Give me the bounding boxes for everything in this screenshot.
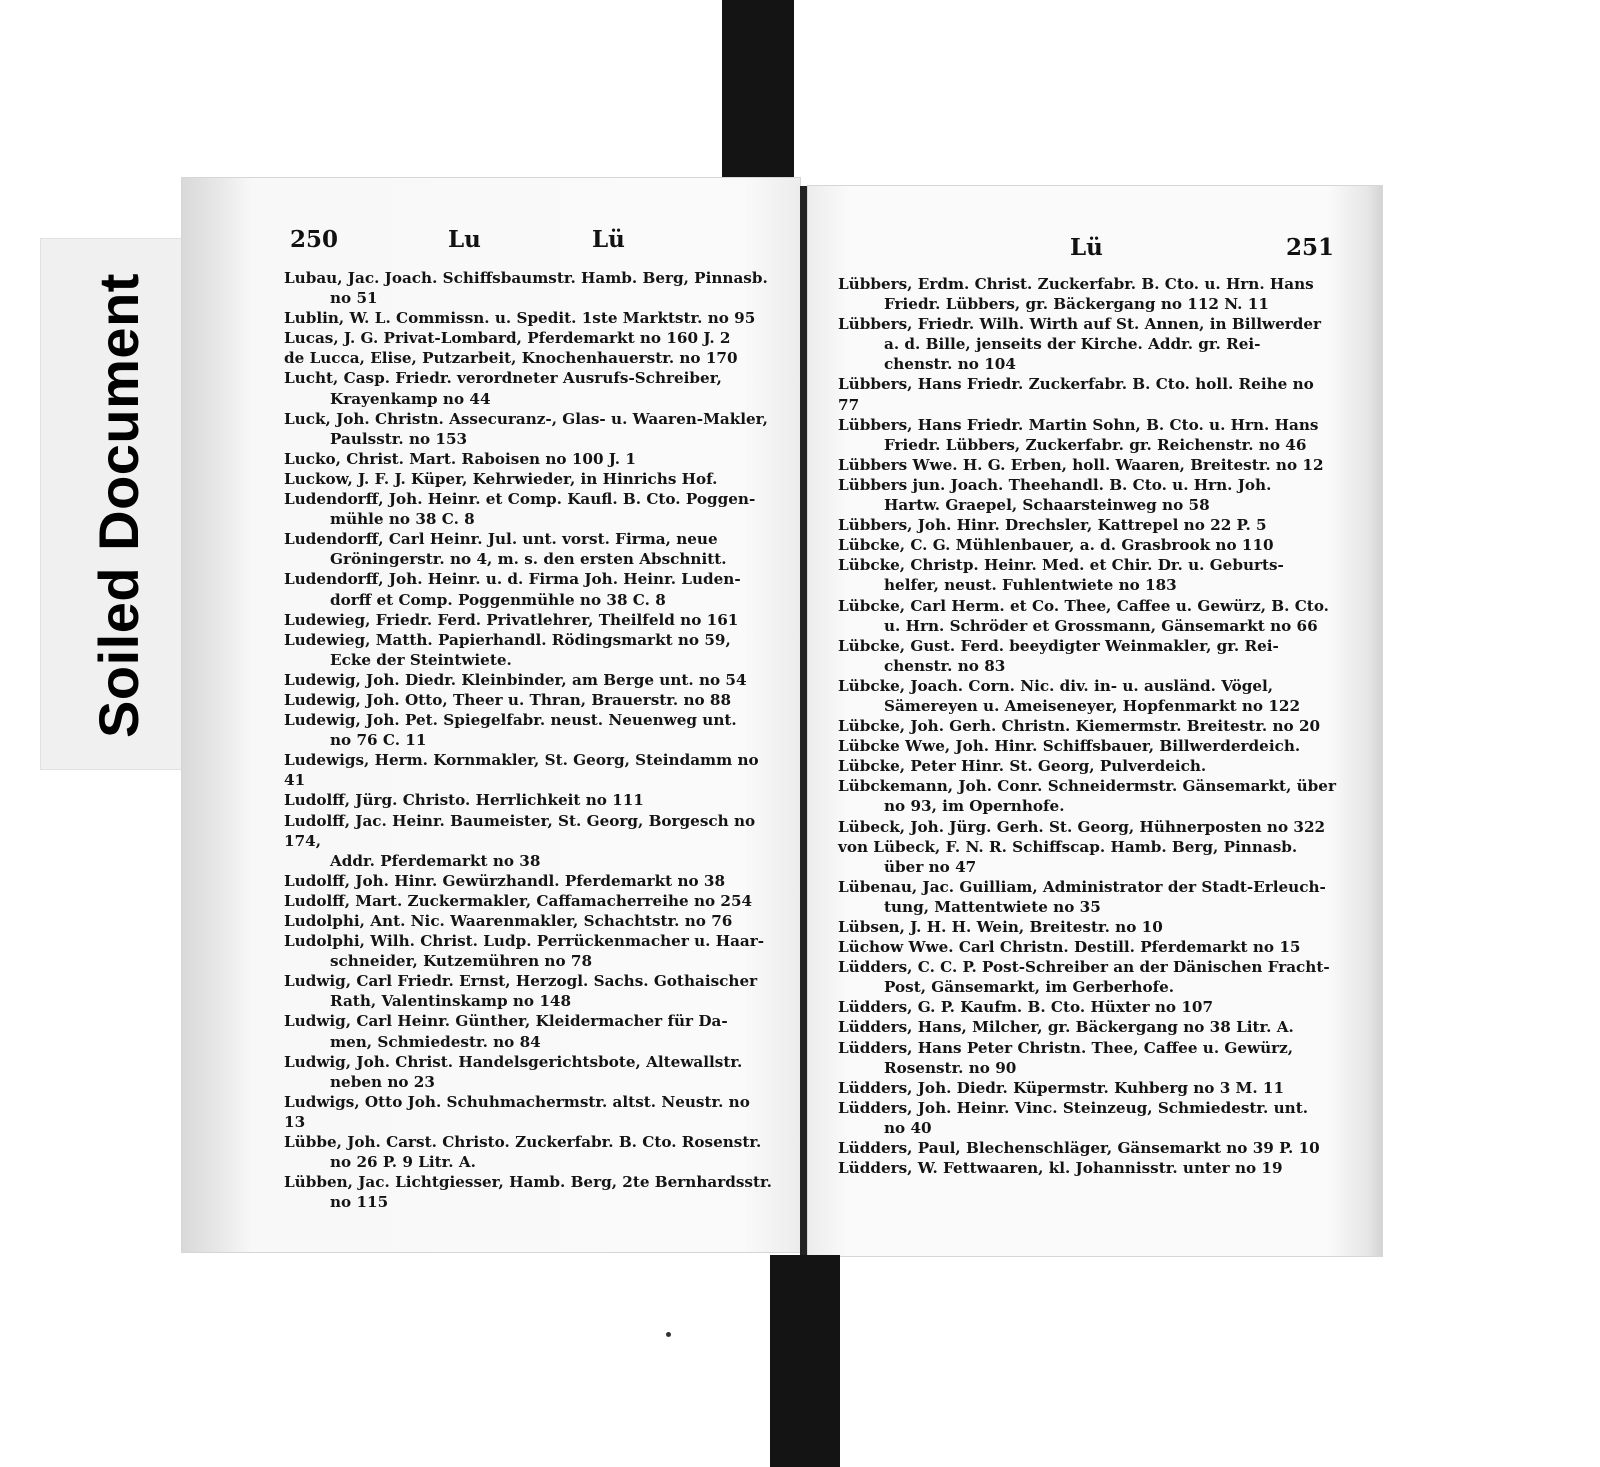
directory-entry bbox=[838, 736, 1338, 756]
entry-continuation: u. Hrn. Schröder et Grossmann, Gänsemarkt no 66 bbox=[884, 616, 1318, 635]
directory-entry bbox=[284, 710, 776, 750]
entry-line: Lüdders, C. C. P. Post-Schreiber an der Dänischen Fracht- bbox=[838, 958, 1330, 977]
directory-entry bbox=[284, 368, 776, 408]
entry-line: Lübbers, Hans Friedr. Martin Sohn, B. Cto. u. Hrn. Hans bbox=[838, 415, 1319, 434]
entry-line: Ludewig, Joh. Diedr. Kleinbinder, am Berge unt. no 54 bbox=[284, 670, 747, 689]
directory-entry bbox=[284, 1052, 776, 1092]
entry-continuation: no 51 bbox=[330, 289, 378, 308]
entry-continuation: chenstr. no 104 bbox=[884, 355, 1016, 374]
directory-entry bbox=[284, 750, 776, 790]
directory-entry bbox=[838, 1138, 1338, 1158]
directory-entry bbox=[284, 409, 776, 449]
directory-entry bbox=[838, 776, 1338, 816]
entry-continuation: Post, Gänsemarkt, im Gerberhofe. bbox=[884, 978, 1175, 997]
entry-line: de Lucca, Elise, Putzarbeit, Knochenhauerstr. no 170 bbox=[284, 349, 738, 368]
left-page-heading-2: Lü bbox=[592, 226, 625, 253]
entry-line: Ludwig, Carl Friedr. Ernst, Herzogl. Sachs. Gothaischer bbox=[284, 972, 758, 991]
directory-entry bbox=[838, 274, 1338, 314]
entry-line: Lüdders, W. Fettwaaren, kl. Johannisstr. unter no 19 bbox=[838, 1159, 1283, 1178]
entry-line: Lüdders, G. P. Kaufm. B. Cto. Hüxter no 107 bbox=[838, 998, 1214, 1017]
entry-line: Lübbers, Joh. Hinr. Drechsler, Kattrepel no 22 P. 5 bbox=[838, 516, 1267, 535]
entry-line: Lübcke, Joach. Corn. Nic. div. in- u. ausländ. Vögel, bbox=[838, 676, 1274, 695]
entry-continuation: dorff et Comp. Poggenmühle no 38 C. 8 bbox=[330, 590, 666, 609]
entry-continuation: Rath, Valentinskamp no 148 bbox=[330, 992, 572, 1011]
right-page-entries bbox=[838, 274, 1338, 1178]
directory-entry bbox=[838, 716, 1338, 736]
entry-continuation: chenstr. no 83 bbox=[884, 656, 1006, 675]
entry-line: Lübben, Jac. Lichtgiesser, Hamb. Berg, 2te Bernhardsstr. bbox=[284, 1173, 772, 1192]
directory-entry bbox=[284, 449, 776, 469]
directory-entry bbox=[838, 1038, 1338, 1078]
directory-entry bbox=[838, 877, 1338, 917]
directory-entry bbox=[838, 636, 1338, 676]
entry-continuation: Ecke der Steintwiete. bbox=[330, 650, 512, 669]
entry-line: Ludwigs, Otto Joh. Schuhmachermstr. altst. Neustr. no 13 bbox=[284, 1092, 750, 1131]
entry-line: Lübbers jun. Joach. Theehandl. B. Cto. u. Hrn. Joh. bbox=[838, 475, 1272, 494]
entry-line: Lübsen, J. H. H. Wein, Breitestr. no 10 bbox=[838, 918, 1163, 936]
entry-continuation: tung, Mattentwiete no 35 bbox=[884, 897, 1101, 916]
entry-line: Lübbers, Hans Friedr. Zuckerfabr. B. Cto. holl. Reihe no 77 bbox=[838, 375, 1314, 414]
entry-line: Lübcke, Christp. Heinr. Med. et Chir. Dr. u. Geburts- bbox=[838, 556, 1284, 575]
directory-entry bbox=[838, 1098, 1338, 1138]
entry-line: Lüdders, Joh. Diedr. Küpermstr. Kuhberg no 3 M. 11 bbox=[838, 1078, 1285, 1097]
directory-entry bbox=[838, 415, 1338, 455]
directory-entry bbox=[838, 817, 1338, 837]
directory-entry bbox=[284, 690, 776, 710]
directory-entry bbox=[838, 555, 1338, 595]
directory-entry bbox=[284, 790, 776, 810]
directory-entry bbox=[284, 670, 776, 690]
entry-line: Lübcke, C. G. Mühlenbauer, a. d. Grasbrook no 110 bbox=[838, 536, 1274, 555]
entry-line: Ludewigs, Herm. Kornmakler, St. Georg, Steindamm no 41 bbox=[284, 751, 759, 790]
directory-entry bbox=[838, 455, 1338, 475]
directory-entry bbox=[838, 917, 1338, 937]
entry-line: Lüdders, Hans Peter Christn. Thee, Caffee u. Gewürz, bbox=[838, 1038, 1294, 1057]
entry-line: Ludewig, Joh. Otto, Theer u. Thran, Brauerstr. no 88 bbox=[284, 690, 732, 709]
directory-entry bbox=[284, 871, 776, 891]
entry-continuation: Sämereyen u. Ameiseneyer, Hopfenmarkt no 122 bbox=[884, 696, 1301, 715]
binding-strip-bottom bbox=[770, 1255, 840, 1467]
directory-entry bbox=[838, 957, 1338, 997]
right-page-number: 251 bbox=[1286, 234, 1335, 261]
directory-entry bbox=[838, 676, 1338, 716]
soiled-document-text: Soiled Document bbox=[86, 272, 150, 738]
entry-continuation: no 76 C. 11 bbox=[330, 731, 427, 750]
entry-continuation: Paulsstr. no 153 bbox=[330, 429, 468, 448]
entry-line: Ludolff, Mart. Zuckermakler, Caffamacherreihe no 254 bbox=[284, 891, 753, 910]
soiled-document-label bbox=[88, 250, 148, 760]
entry-line: Lüchow Wwe. Carl Christn. Destill. Pferdemarkt no 15 bbox=[838, 938, 1301, 957]
directory-entry bbox=[284, 469, 776, 489]
entry-continuation: Gröningerstr. no 4, m. s. den ersten Abschnitt. bbox=[330, 550, 727, 569]
directory-entry bbox=[284, 630, 776, 670]
left-page bbox=[182, 178, 800, 1252]
entry-line: Lübbe, Joh. Carst. Christo. Zuckerfabr. B. Cto. Rosenstr. bbox=[284, 1133, 762, 1152]
binding-strip-top bbox=[722, 0, 794, 186]
entry-continuation: Friedr. Lübbers, Zuckerfabr. gr. Reichenstr. no 46 bbox=[884, 435, 1307, 454]
entry-line: Lübcke, Peter Hinr. St. Georg, Pulverdeich. bbox=[838, 757, 1207, 776]
directory-entry bbox=[284, 348, 776, 368]
entry-continuation: Hartw. Graepel, Schaarsteinweg no 58 bbox=[884, 496, 1210, 515]
entry-line: Lübeck, Joh. Jürg. Gerh. St. Georg, Hühnerposten no 322 bbox=[838, 817, 1326, 836]
entry-line: Lüdders, Hans, Milcher, gr. Bäckergang no 38 Litr. A. bbox=[838, 1018, 1294, 1037]
entry-line: Ludendorff, Joh. Heinr. et Comp. Kaufl. B. Cto. Poggen- bbox=[284, 490, 756, 509]
entry-line: Lublin, W. L. Commissn. u. Spedit. 1ste Marktstr. no 95 bbox=[284, 309, 756, 328]
entry-line: Lucko, Christ. Mart. Raboisen no 100 J. 1 bbox=[284, 449, 636, 468]
entry-continuation: Krayenkamp no 44 bbox=[330, 389, 491, 408]
entry-line: Ludolff, Joh. Hinr. Gewürzhandl. Pferdemarkt no 38 bbox=[284, 871, 726, 890]
entry-line: Lübenau, Jac. Guilliam, Administrator der Stadt-Erleuch- bbox=[838, 877, 1326, 896]
directory-entry bbox=[284, 911, 776, 931]
directory-entry bbox=[838, 1017, 1338, 1037]
entry-continuation: neben no 23 bbox=[330, 1072, 435, 1091]
entry-line: Ludolff, Jac. Heinr. Baumeister, St. Georg, Borgesch no 174, bbox=[284, 811, 756, 850]
entry-line: Ludwig, Joh. Christ. Handelsgerichtsbote, Altewallstr. bbox=[284, 1052, 743, 1071]
left-page-number: 250 bbox=[290, 226, 339, 253]
entry-continuation: schneider, Kutzemühren no 78 bbox=[330, 952, 593, 971]
directory-entry bbox=[838, 997, 1338, 1017]
entry-line: Ludolphi, Wilh. Christ. Ludp. Perrückenmacher u. Haar- bbox=[284, 932, 765, 951]
directory-entry bbox=[838, 1158, 1338, 1178]
entry-line: Ludolphi, Ant. Nic. Waarenmakler, Schachtstr. no 76 bbox=[284, 912, 733, 930]
entry-line: Luckow, J. F. J. Küper, Kehrwieder, in Hinrichs Hof. bbox=[284, 469, 718, 488]
entry-continuation: Rosenstr. no 90 bbox=[884, 1058, 1017, 1077]
directory-entry bbox=[838, 374, 1338, 414]
directory-entry bbox=[284, 569, 776, 609]
entry-continuation: no 40 bbox=[884, 1118, 932, 1137]
directory-entry bbox=[284, 811, 776, 871]
entry-continuation: Addr. Pferdemarkt no 38 bbox=[330, 851, 541, 870]
directory-entry bbox=[284, 891, 776, 911]
entry-line: Lübcke Wwe, Joh. Hinr. Schiffsbauer, Billwerderdeich. bbox=[838, 737, 1301, 756]
directory-entry bbox=[284, 931, 776, 971]
entry-line: Lübcke, Carl Herm. et Co. Thee, Caffee u. Gewürz, B. Cto. bbox=[838, 596, 1329, 615]
directory-entry bbox=[284, 610, 776, 630]
right-page-heading-1: Lü bbox=[1070, 234, 1103, 261]
directory-entry bbox=[838, 937, 1338, 957]
directory-entry bbox=[284, 529, 776, 569]
directory-entry bbox=[838, 596, 1338, 636]
entry-continuation: men, Schmiedestr. no 84 bbox=[330, 1032, 541, 1051]
directory-entry bbox=[284, 268, 776, 308]
left-page-heading-1: Lu bbox=[448, 226, 481, 253]
directory-entry bbox=[284, 308, 776, 328]
entry-line: Lubau, Jac. Joach. Schiffsbaumstr. Hamb. Berg, Pinnasb. bbox=[284, 269, 768, 287]
directory-entry bbox=[284, 971, 776, 1011]
entry-line: Lucas, J. G. Privat-Lombard, Pferdemarkt no 160 J. 2 bbox=[284, 329, 731, 348]
directory-entry bbox=[284, 1092, 776, 1132]
entry-continuation: no 93, im Opernhofe. bbox=[884, 797, 1065, 816]
entry-line: Lübbers, Erdm. Christ. Zuckerfabr. B. Cto. u. Hrn. Hans bbox=[838, 275, 1314, 293]
directory-entry bbox=[284, 1132, 776, 1172]
entry-line: Luck, Joh. Christn. Assecuranz-, Glas- u. Waaren-Makler, bbox=[284, 409, 768, 428]
entry-line: Ludendorff, Joh. Heinr. u. d. Firma Joh. Heinr. Luden- bbox=[284, 570, 741, 589]
entry-line: Ludewieg, Matth. Papierhandl. Rödingsmarkt no 59, bbox=[284, 630, 731, 649]
entry-continuation: Friedr. Lübbers, gr. Bäckergang no 112 N. 11 bbox=[884, 295, 1269, 314]
entry-line: Lübcke, Joh. Gerh. Christn. Kiemermstr. Breitestr. no 20 bbox=[838, 717, 1321, 736]
directory-entry bbox=[838, 837, 1338, 877]
left-page-entries bbox=[284, 268, 776, 1212]
entry-continuation: a. d. Bille, jenseits der Kirche. Addr. gr. Rei- bbox=[884, 335, 1261, 354]
entry-line: Lüdders, Paul, Blechenschläger, Gänsemarkt no 39 P. 10 bbox=[838, 1139, 1320, 1158]
entry-line: Ludolff, Jürg. Christo. Herrlichkeit no 111 bbox=[284, 791, 644, 810]
directory-entry bbox=[838, 1078, 1338, 1098]
entry-continuation: helfer, neust. Fuhlentwiete no 183 bbox=[884, 576, 1177, 595]
entry-continuation: mühle no 38 C. 8 bbox=[330, 510, 475, 529]
directory-entry bbox=[838, 756, 1338, 776]
directory-entry bbox=[284, 1172, 776, 1212]
entry-line: von Lübeck, F. N. R. Schiffscap. Hamb. Berg, Pinnasb. bbox=[838, 837, 1298, 856]
book-gutter bbox=[800, 186, 808, 1258]
entry-line: Lucht, Casp. Friedr. verordneter Ausrufs-Schreiber, bbox=[284, 369, 722, 388]
directory-entry bbox=[838, 475, 1338, 515]
entry-line: Lübbers, Friedr. Wilh. Wirth auf St. Annen, in Billwerder bbox=[838, 315, 1322, 334]
entry-line: Ludewig, Joh. Pet. Spiegelfabr. neust. Neuenweg unt. bbox=[284, 711, 737, 730]
entry-line: Lübbers Wwe. H. G. Erben, holl. Waaren, Breitestr. no 12 bbox=[838, 455, 1324, 474]
entry-line: Ludendorff, Carl Heinr. Jul. unt. vorst. Firma, neue bbox=[284, 530, 718, 549]
entry-continuation: no 115 bbox=[330, 1193, 389, 1212]
entry-line: Ludewieg, Friedr. Ferd. Privatlehrer, Theilfeld no 161 bbox=[284, 610, 739, 629]
entry-continuation: no 26 P. 9 Litr. A. bbox=[330, 1153, 476, 1172]
directory-entry bbox=[284, 489, 776, 529]
ink-spot bbox=[666, 1332, 671, 1337]
entry-line: Lüdders, Joh. Heinr. Vinc. Steinzeug, Schmiedestr. unt. bbox=[838, 1098, 1308, 1117]
right-page bbox=[808, 186, 1382, 1256]
directory-entry bbox=[284, 328, 776, 348]
directory-entry bbox=[838, 535, 1338, 555]
entry-continuation: über no 47 bbox=[884, 857, 977, 876]
entry-line: Lübcke, Gust. Ferd. beeydigter Weinmakler, gr. Rei- bbox=[838, 636, 1279, 655]
entry-line: Lübckemann, Joh. Conr. Schneidermstr. Gänsemarkt, über bbox=[838, 777, 1336, 796]
entry-line: Ludwig, Carl Heinr. Günther, Kleidermacher für Da- bbox=[284, 1012, 728, 1031]
directory-entry bbox=[838, 314, 1338, 374]
directory-entry bbox=[838, 515, 1338, 535]
directory-entry bbox=[284, 1011, 776, 1051]
